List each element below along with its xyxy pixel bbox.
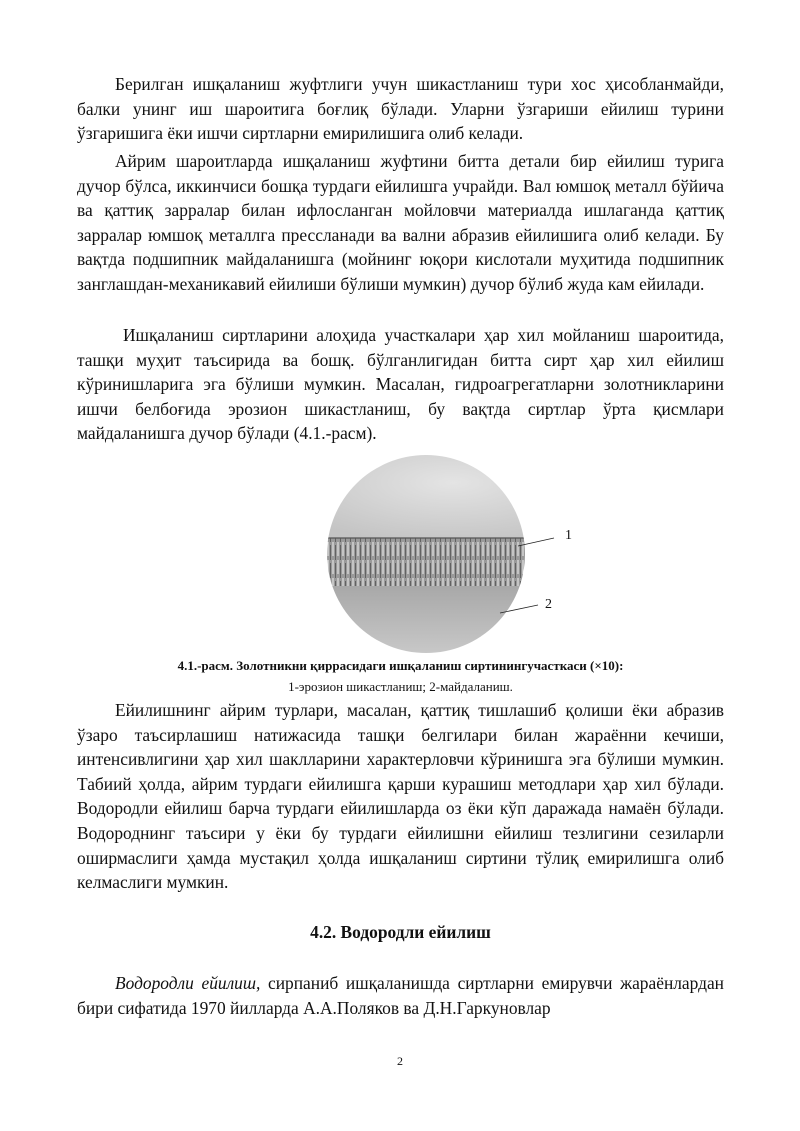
- figure-label-1: 1: [565, 528, 572, 543]
- paragraph-1: Берилган ишқаланиш жуфтлиги учун шикастланиш тури хос ҳисобланмайди, балки унинг иш шароитига боғлиқ бўлади. Уларни ўзгариши ейилиш турини ўзгаришига ёки ишчи сиртларни емирилишига олиб келади.: [77, 74, 724, 144]
- figure-caption-title: 4.1.-расм. Золотникни қиррасидаги ишқаланиш сиртинингучасткаси (×10):: [177, 658, 624, 673]
- paragraph-4: Ейилишнинг айрим турлари, масалан, қаттиқ тишлашиб қолиши ёки абразив ўзаро таъсирлашиш натижасида ташқи белгилари билан жараённи кечиши, интенсивлигини ҳар хил шаклларини характерловчи кўринишга эга бўлиши мумкин. Табиий ҳолда, айрим турдаги ейилишга қарши курашиш методлари ҳар хил бўлади. Водородли ейилиш барча турдаги ейилишларда оз ёки кўп даражада намаён бўлади. Водороднинг таъсири у ёки бу турдаги ейилишни ейилиш тезлигини сезиларли оширмаслиги ҳамда мустақил ҳолда ишқаланиш сиртини тўлиқ емирилишга олиб келмаслиги мумкин.: [77, 700, 724, 893]
- section-heading: 4.2. Водородли ейилиш: [310, 922, 491, 942]
- paragraph-3: Ишқаланиш сиртларини алоҳида участкалари ҳар хил мойланиш шароитида, ташқи муҳит таъсирида ва бошқ. бўлганлигидан битта сирт ҳар хил ейилиш кўринишларига эга бўлиши мумкин. Масалан, гидроагрегатларни золотникларини ишчи белбоғида эрозион шикастланиш, бу вақтда сиртлар ўрта қисмлари майдаланишга дучор бўлади (4.1.-расм).: [77, 325, 724, 444]
- paragraph-5-text: сирпаниб ишқаланишда сиртларни емирувчи жараёнлардан бири сифатида 1970 йилларда А.А.Поляков ва Д.Н.Гаркуновлар: [77, 973, 724, 1018]
- paragraph-5: [77, 971, 724, 1020]
- figure-caption-subtitle: 1-эрозион шикастланиш; 2-майдаланиш.: [288, 679, 513, 694]
- surface-micrograph: [322, 452, 584, 654]
- figure-4-1: [322, 452, 584, 654]
- term-italic: Водородли ейилиш,: [115, 973, 261, 993]
- paragraph-2: Айрим шароитларда ишқаланиш жуфтини битта детали бир ейилиш турига дучор бўлса, иккинчиси бошқа турдаги ейилишга учрайди. Вал юмшоқ металл бўйича ва қаттиқ зарралар билан ифлосланган мойловчи материалда ишлаганда қаттиқ зарралар юмшоқ металлга прессланади ва вални абразив ейилишига олиб келади. Бу вақтда подшипник майдаланишга (мойнинг юқори кислотали муҳитида подшипник занглашдан-механикавий ейилиши бўлиши мумкин) дучор бўлиб жуда кам ейилади.: [77, 151, 724, 294]
- figure-label-2: 2: [545, 597, 552, 612]
- page-number: 2: [397, 1054, 403, 1068]
